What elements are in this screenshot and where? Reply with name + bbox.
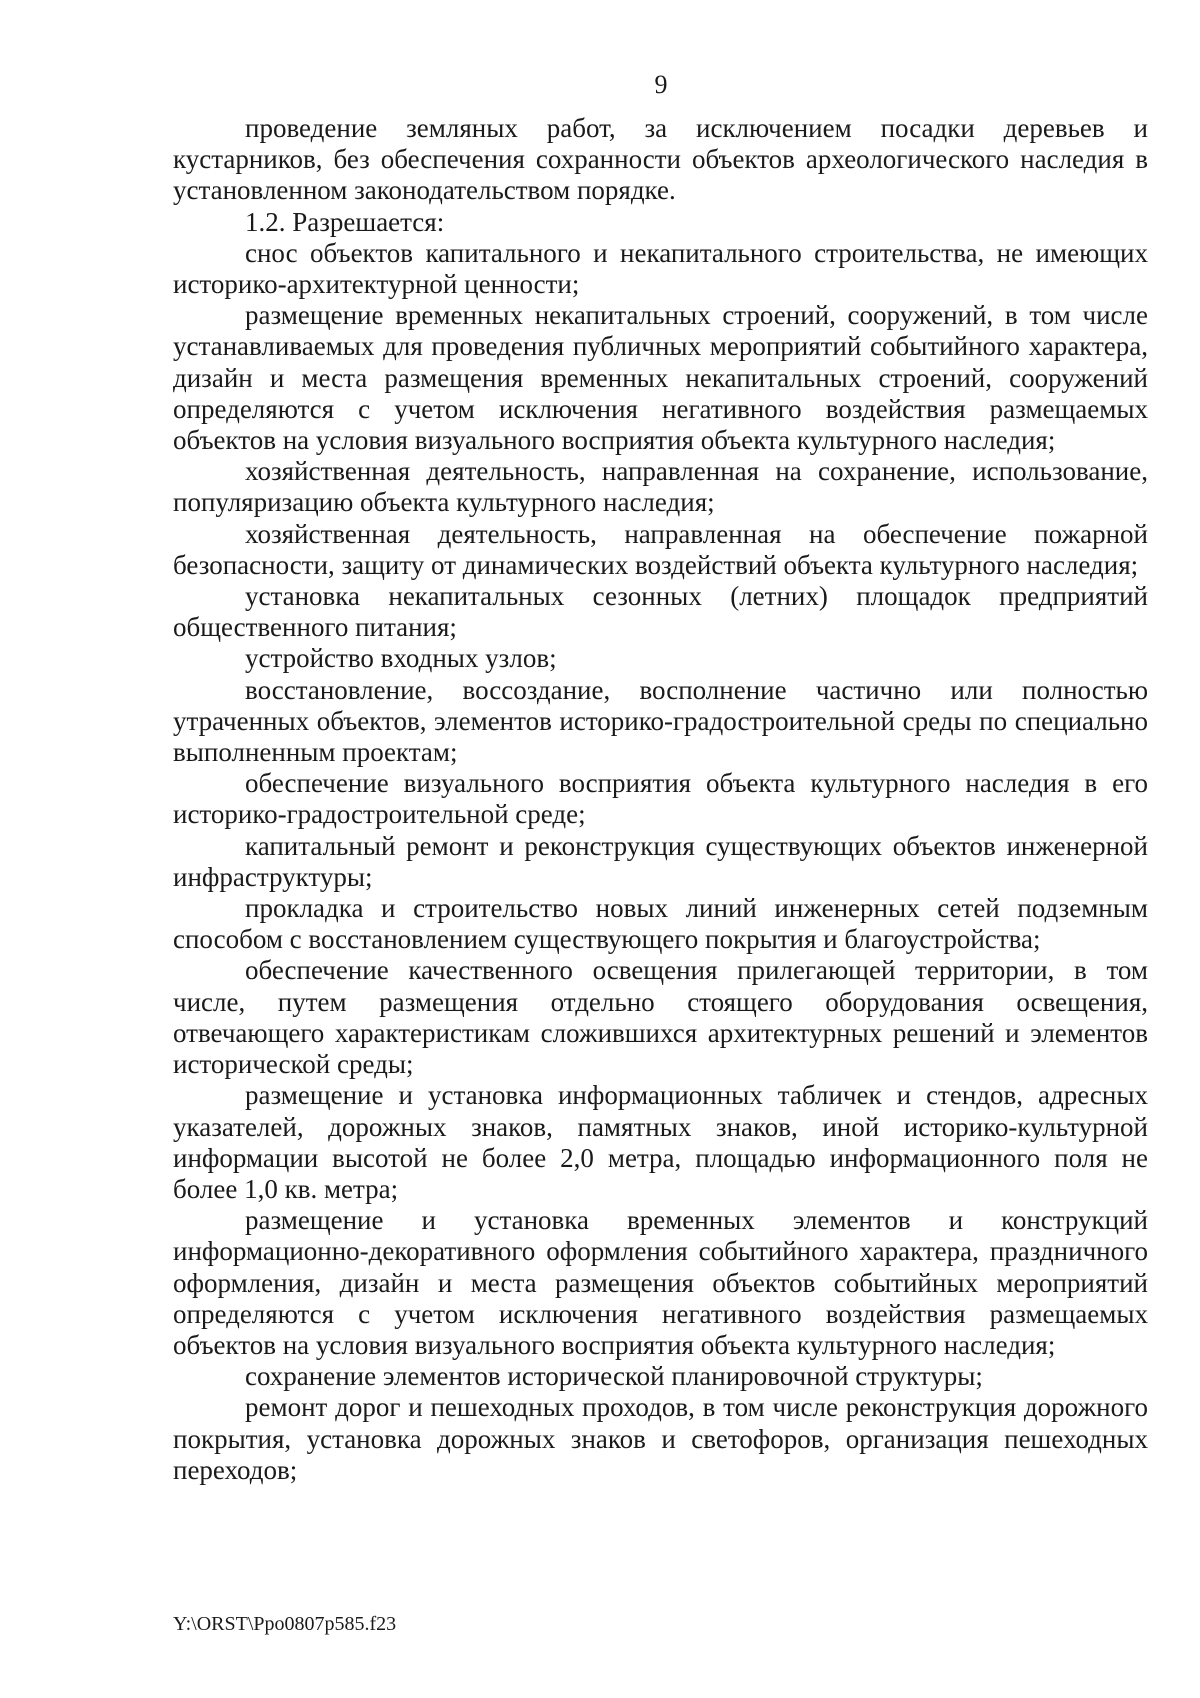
paragraph: размещение и установка временных элементов и конструкций информационно-декоративного оформления событийного характера, праздничного оформления, дизайн и места размещения объектов событийных мероприятий определяются с учетом исключения негативного воздействия размещаемых объектов на условия визуального восприятия объекта культурного наследия; [173, 1205, 1148, 1360]
paragraph: размещение временных некапитальных строений, сооружений, в том числе устанавливаемых для проведения публичных мероприятий событийного характера, дизайн и места размещения временных некапитальных строений, сооружений определяются с учетом исключения негативного воздействия размещаемых объектов на условия визуального восприятия объекта культурного наследия; [173, 300, 1148, 456]
paragraph: проведение земляных работ, за исключением посадки деревьев и кустарников, без обеспечения сохранности объектов археологического наследия в установленном законодательством порядке. [173, 113, 1148, 206]
paragraph: хозяйственная деятельность, направленная на обеспечение пожарной безопасности, защиту от динамических воздействий объекта культурного наследия; [173, 518, 1148, 580]
paragraph: хозяйственная деятельность, направленная на сохранение, использование, популяризацию объекта культурного наследия; [173, 456, 1148, 518]
paragraph: установка некапитальных сезонных (летних) площадок предприятий общественного питания; [173, 581, 1148, 643]
paragraph: прокладка и строительство новых линий инженерных сетей подземным способом с восстановлением существующего покрытия и благоустройства; [173, 893, 1148, 955]
document-body [173, 113, 1148, 1486]
paragraph: снос объектов капитального и некапитального строительства, не имеющих историко-архитектурной ценности; [173, 237, 1148, 300]
paragraph: 1.2. Разрешается: [245, 206, 445, 237]
paragraph: размещение и установка информационных табличек и стендов, адресных указателей, дорожных знаков, памятных знаков, иной историко-культурной информации высотой не более 2,0 метра, площадью информационного поля не более 1,0 кв. метра; [173, 1080, 1148, 1204]
footer-file-path: Y:\ORST\Ppo0807p585.f23 [173, 1613, 397, 1635]
paragraph: обеспечение визуального восприятия объекта культурного наследия в его историко-градостроительной среде; [173, 768, 1148, 830]
paragraph: ремонт дорог и пешеходных проходов, в том числе реконструкция дорожного покрытия, установка дорожных знаков и светофоров, организация пешеходных переходов; [173, 1392, 1148, 1485]
paragraph: устройство входных узлов; [245, 643, 557, 674]
paragraph: сохранение элементов исторической планировочной структуры; [245, 1361, 983, 1392]
paragraph: обеспечение качественного освещения прилегающей территории, в том числе, путем размещения отдельно стоящего оборудования освещения, отвечающего характеристикам сложившихся архитектурных решений и элементов исторической среды; [173, 955, 1148, 1080]
paragraph: капитальный ремонт и реконструкция существующих объектов инженерной инфраструктуры; [173, 830, 1148, 892]
paragraph: восстановление, воссоздание, восполнение частично или полностью утраченных объектов, элементов историко-градостроительной среды по специально выполненным проектам; [173, 674, 1148, 768]
page-number: 9 [654, 70, 668, 99]
